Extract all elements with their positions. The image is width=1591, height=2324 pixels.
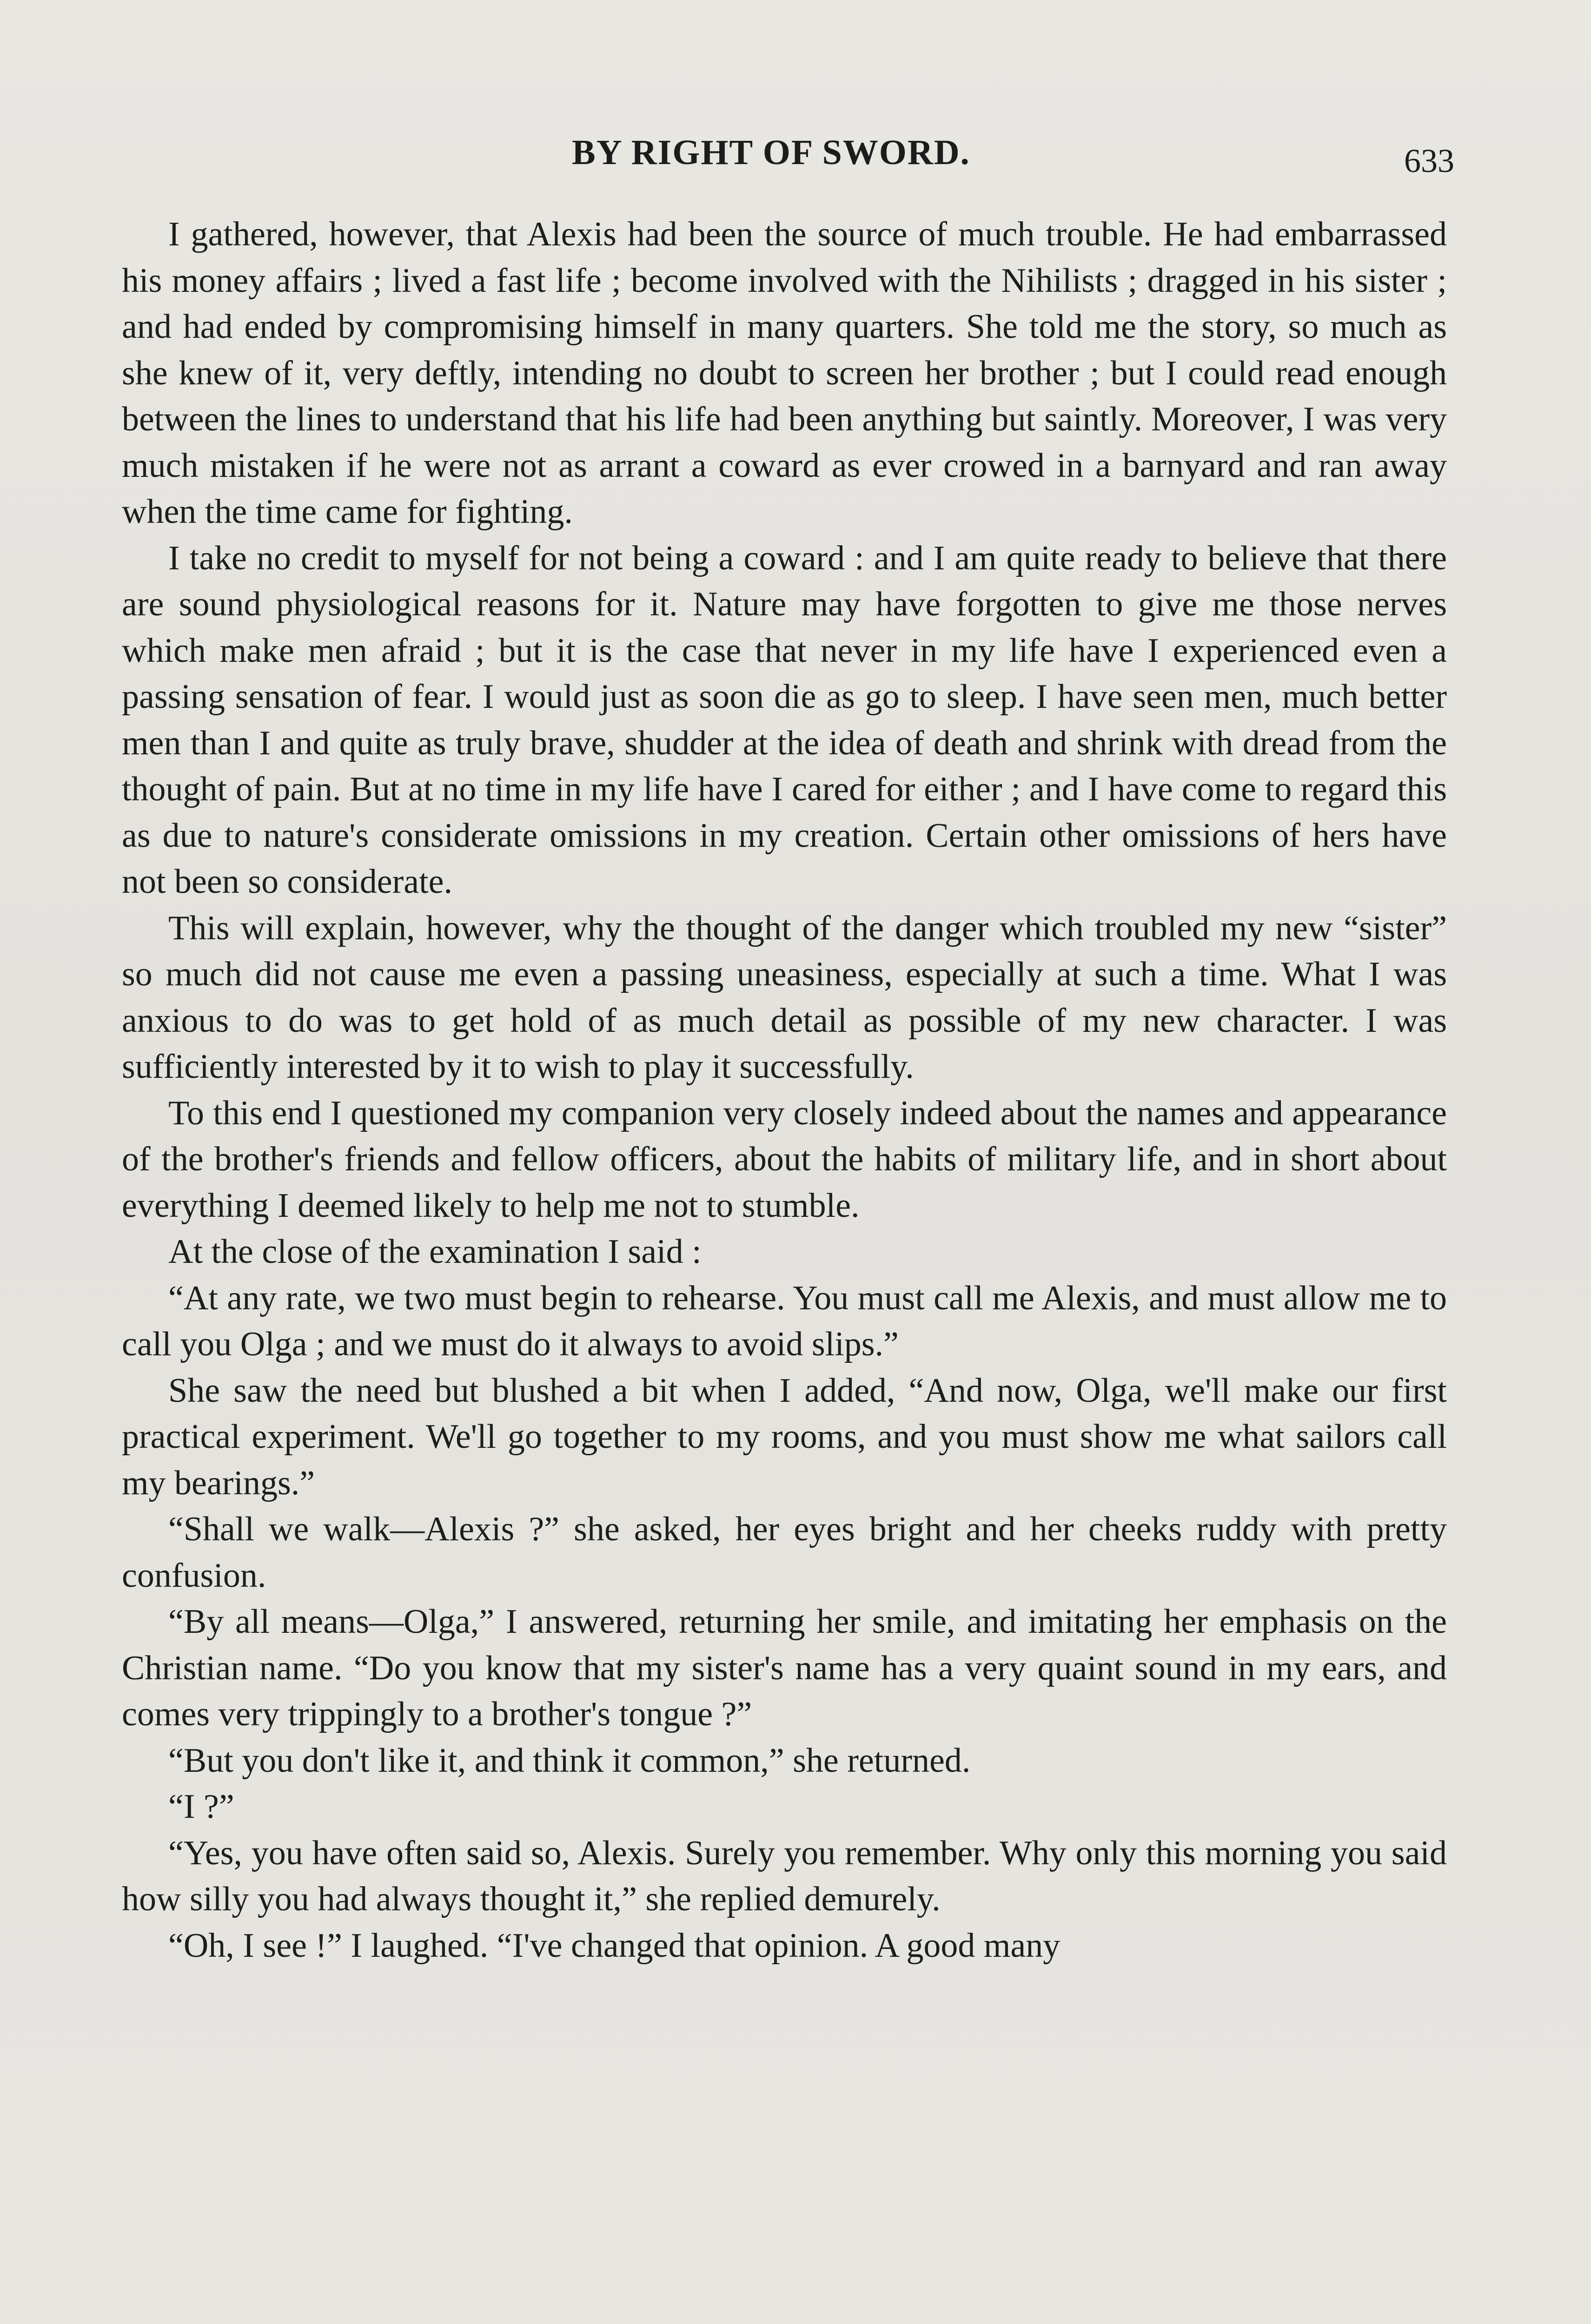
paragraph: To this end I questioned my companion very closely indeed about the names and appearance of the brother's friends and fellow officers, about the habits of military life, and in short about everything I deemed likely to help me not to stumble.	[122, 1094, 1447, 1225]
paragraph: “Shall we walk—Alexis ?” she asked, her eyes bright and her cheeks ruddy with pretty confusion.	[122, 1510, 1447, 1595]
paragraph: “I ?”	[168, 1788, 234, 1826]
paragraph: “Yes, you have often said so, Alexis. Surely you remember. Why only this morning you said how silly you had always thought it,” she replied demurely.	[122, 1834, 1447, 1918]
running-header	[0, 132, 1591, 188]
paragraph: This will explain, however, why the thought of the danger which troubled my new “sister” so much did not cause me even a passing uneasiness, especially at such a time. What I was anxious to do was to get hold of as much detail as possible of my new character. I was sufficiently interested by it to wish to play it successfully.	[122, 909, 1447, 1086]
paragraph: “At any rate, we two must begin to rehearse. You must call me Alexis, and must allow me to call you Olga ; and we must do it always to avoid slips.”	[122, 1279, 1447, 1363]
body-text	[122, 211, 1447, 1969]
running-title: BY RIGHT OF SWORD.	[572, 133, 970, 172]
paragraph: “But you don't like it, and think it common,” she returned.	[168, 1741, 971, 1780]
paragraph: At the close of the examination I said :	[168, 1233, 702, 1271]
paragraph: I take no credit to myself for not being a coward : and I am quite ready to believe that there are sound physiological reasons for it. Nature may have forgotten to give me those nerves which make men afraid ; but it is the case that never in my life have I experienced even a passing sensation of fear. I would just as soon die as go to sleep. I have seen men, much better men than I and quite as truly brave, shudder at the idea of death and shrink with dread from the thought of pain. But at no time in my life have I cared for either ; and I have come to regard this as due to nature's considerate omissions in my creation. Certain other omissions of hers have not been so considerate.	[122, 539, 1447, 901]
page-number: 633	[1404, 142, 1454, 179]
paragraph: “Oh, I see !” I laughed. “I've changed that opinion. A good many	[168, 1926, 1061, 1965]
paragraph: “By all means—Olga,” I answered, returning her smile, and imitating her emphasis on the Christian name. “Do you know that my sister's name has a very quaint sound in my ears, and comes very trippingly to a brother's tongue ?”	[122, 1603, 1447, 1733]
paragraph: I gathered, however, that Alexis had been the source of much trouble. He had embarrassed his money affairs ; lived a fast life ; become involved with the Nihilists ; dragged in his sister ; and had ended by compromising himself in many quarters. She told me the story, so much as she knew of it, very deftly, intending no doubt to screen her brother ; but I could read enough between the lines to understand that his life had been anything but saintly. Moreover, I was very much mistaken if he were not as arrant a coward as ever crowed in a barnyard and ran away when the time came for fighting.	[122, 215, 1447, 531]
paragraph: She saw the need but blushed a bit when I added, “And now, Olga, we'll make our first practical experiment. We'll go together to my rooms, and you must show me what sailors call my bearings.”	[122, 1371, 1447, 1502]
